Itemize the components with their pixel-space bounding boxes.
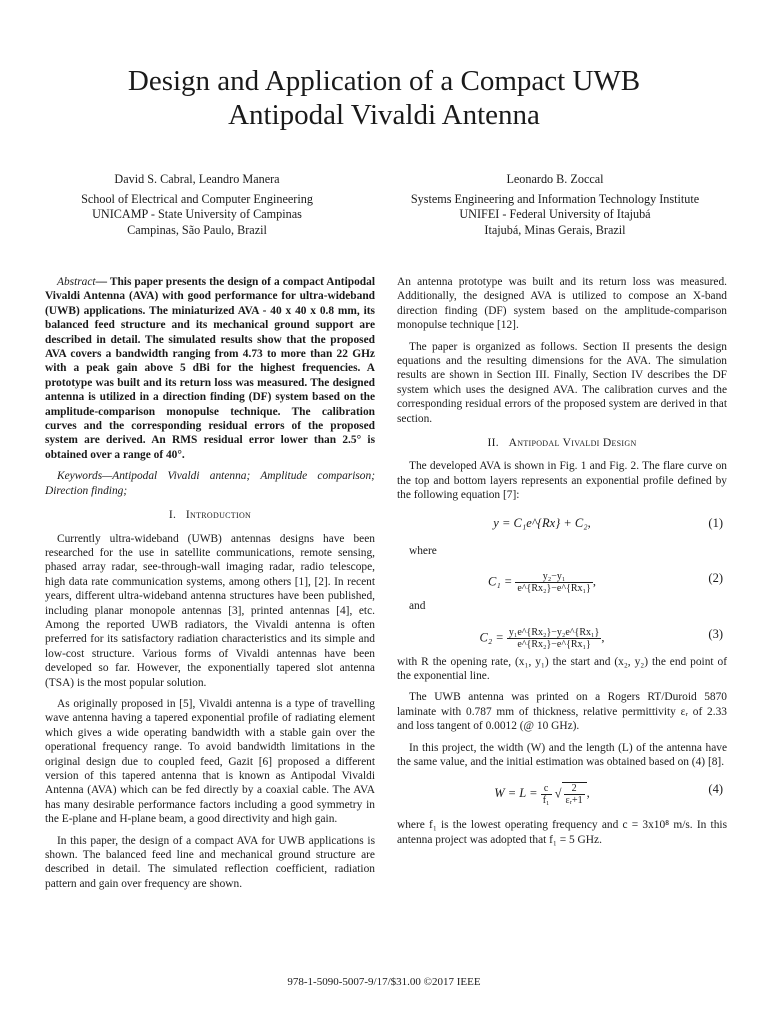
title-line-2: Antipodal Vivaldi Antenna — [228, 99, 540, 131]
section-heading-introduction — [45, 508, 375, 522]
affiliation-line: Itajubá, Minas Gerais, Brazil — [484, 222, 626, 237]
fraction-numerator: 2 — [564, 783, 585, 795]
equation-number: (1) — [708, 515, 723, 530]
paragraph: Currently ultra-wideband (UWB) antennas designs have been researched for the use in satellite communications, remote sensing, phased array radar, see-through-wall imaging radar, radio telescope, high data rate communication systems, among others [1], [2]. In recent years, different ultra-wideband antenna structures have been published, including planar monopole antennas [3], printed antennas [4], etc. Among the reported UWB radiators, the Vivaldi antenna is often preferred for its satisfactory radiation characteristics and its simple and low-cost structure. Various forms of Vivaldi antennas have been developed so far. However, the exponentially tapered slot antenna (TSA) is the most popular solution. — [45, 532, 375, 689]
section-heading-design — [397, 436, 727, 450]
paper-title — [0, 64, 768, 132]
equation-fraction — [507, 627, 601, 650]
equation-2: C₁ = $\frac{\text{y₂−y₁}}{\text{e\textasciicircum{}\{Rx₂\}−e\textasciicircum{}\{Rx₁\}}}$ , (2) — [488, 571, 723, 595]
section-title: Introduction — [185, 508, 252, 522]
equation-3: C₂ = $\frac{\text{y₁e\textasciicircum{}\{Rx₂\}−y₂e\textasciicircum{}\{Rx₁\}}}{\text{e\textasciicircum{}\{Rx₂\}−e\textasciicircum{}\{Rx₁\}}}$ , (3) — [479, 626, 723, 650]
equation-lhs: C₂ = — [479, 629, 504, 644]
paragraph: In this paper, the design of a compact AVA for UWB applications is shown. The balanced feed line and mechanical ground structure are described in detail. The simulated reflection coefficient, radiation pattern and gain over frequency are shown. — [45, 834, 375, 890]
fraction-denominator: εᵣ+1 — [565, 795, 583, 807]
equation-fraction — [515, 571, 592, 594]
affiliation-line: Campinas, São Paulo, Brazil — [127, 222, 267, 237]
paragraph: The developed AVA is shown in Fig. 1 and Fig. 2. The flare curve on the top and bottom layers represents an exponential profile defined by the following equation [7]: — [397, 460, 727, 502]
equation-number: (4) — [708, 782, 723, 797]
paragraph: The paper is organized as follows. Section II presents the design equations and the resulting dimensions for the AVA. The simulation results are shown in Section III. Finally, Section IV describes the DF system which uses the designed AVA. The calibration curves and the corresponding residual errors of the proposed system are derived in that section. — [397, 340, 727, 425]
equation-lhs: W = L = — [494, 786, 538, 801]
section-number: II. — [487, 436, 499, 450]
paragraph: In this project, the width (W) and the length (L) of the antenna have the same value, and the initial estimation was obtained based on (4) [8]. — [397, 741, 727, 768]
equation-1 — [397, 510, 727, 540]
equation-number: (3) — [708, 626, 723, 641]
square-root: √ $\frac{2}{\text{εᵣ+1}}$ — [555, 782, 587, 806]
paragraph: The UWB antenna was printed on a Rogers RT/Duroid 5870 laminate with 0.787 mm of thickness, relative permittivity εᵣ of 2.33 and loss tangent of 0.0012 (@ 10 GHz). — [397, 691, 727, 733]
fraction-numerator: y₂−y₁ — [515, 571, 592, 583]
author-block-right — [385, 172, 725, 238]
fraction-numerator: c — [541, 783, 552, 795]
affiliation-line: Systems Engineering and Information Technology Institute — [410, 191, 700, 206]
paragraph: As originally proposed in [5], Vivaldi antenna is a type of travelling wave antenna having a tapered exponential profile of radiating element which gives a wide operating bandwidth with a stable gain over the operational frequency range. To avoid bandwidth limitations in the original design due to coupled feed, Gazit [6] proposed a different version of this tapered antenna that is known as Antipodal Vivaldi Antenna (AVA) which can be fed directly by a coaxial cable. The AVA has many desirable performance factors including a good symmetry in the E-plane and H-plane beam, a good directivity and high gain. — [45, 697, 375, 826]
paragraph: where f₁ is the lowest operating frequency and c = 3x10⁸ m/s. In this antenna project was adopted that f₁ = 5 GHz. — [397, 819, 727, 846]
equation-fraction — [541, 783, 552, 806]
word-where: where — [409, 544, 437, 557]
paragraph: An antenna prototype was built and its return loss was measured. Additionally, the designed AVA is utilized to compose an X-band direction finding (DF) system based on the amplitude-comparison monopulse technique [12]. — [397, 276, 727, 332]
author-names: David S. Cabral, Leandro Manera — [114, 172, 280, 186]
abstract — [45, 275, 375, 462]
fraction-denominator: e^{Rx₂}−e^{Rx₁} — [517, 638, 591, 650]
section-title: Antipodal Vivaldi Design — [508, 436, 637, 450]
left-column — [45, 275, 375, 898]
equation-lhs: C₁ = — [488, 574, 513, 589]
abstract-text: — This paper presents the design of a compact Antipodal Vivaldi Antenna (AVA) with good performance for ultra-wideband (UWB) applications. The miniaturized AVA - 40 x 40 x 0.8 mm, its balanced feed structure and its mechanical ground support are described in detail. The simulated results show that the proposed AVA covers a bandwidth ranging from 4.73 to more than 22 GHz with a peak gain above 5 dBi for the highest frequencies. A prototype was built and its return loss was measured. The designed antenna is utilized in a direction finding (DF) system based on the amplitude-comparison monopulse technique. The calibration curves and the corresponding residual errors of the proposed system are derived. An RMS residual error lower than 2.5° is obtained over a range of 40°. — [45, 276, 375, 461]
word-and: and — [409, 600, 426, 613]
author-block-left — [27, 172, 367, 238]
author-names: Leonardo B. Zoccal — [506, 172, 604, 186]
equation-tail: , — [586, 786, 590, 801]
equation-number: (2) — [708, 571, 723, 586]
paragraph: with R the opening rate, (x₁, y₁) the start and (x₂, y₂) the end point of the exponential line. — [397, 655, 727, 682]
keywords: Keywords—Antipodal Vivaldi antenna; Amplitude comparison; Direction finding; — [45, 470, 375, 497]
affiliation-line: School of Electrical and Computer Engineering — [81, 191, 313, 206]
copyright-footer: 978-1-5090-5007-9/17/$31.00 ©2017 IEEE — [287, 976, 481, 988]
affiliation-line: UNICAMP - State University of Campinas — [92, 207, 302, 222]
fraction-denominator: f₁ — [542, 794, 550, 806]
abstract-label: Abstract — [57, 276, 96, 288]
fraction-numerator: y₁e^{Rx₂}−y₂e^{Rx₁} — [508, 626, 600, 638]
fraction-denominator: e^{Rx₂}−e^{Rx₁} — [517, 583, 591, 595]
title-line-1: Design and Application of a Compact UWB — [127, 65, 641, 97]
section-number: I. — [168, 508, 177, 522]
affiliation-line: UNIFEI - Federal University of Itajubá — [459, 207, 651, 222]
equation-4 — [397, 776, 727, 814]
equation-body: y = C₁e^{Rx} + C₂, — [493, 515, 591, 530]
right-column — [397, 275, 727, 854]
